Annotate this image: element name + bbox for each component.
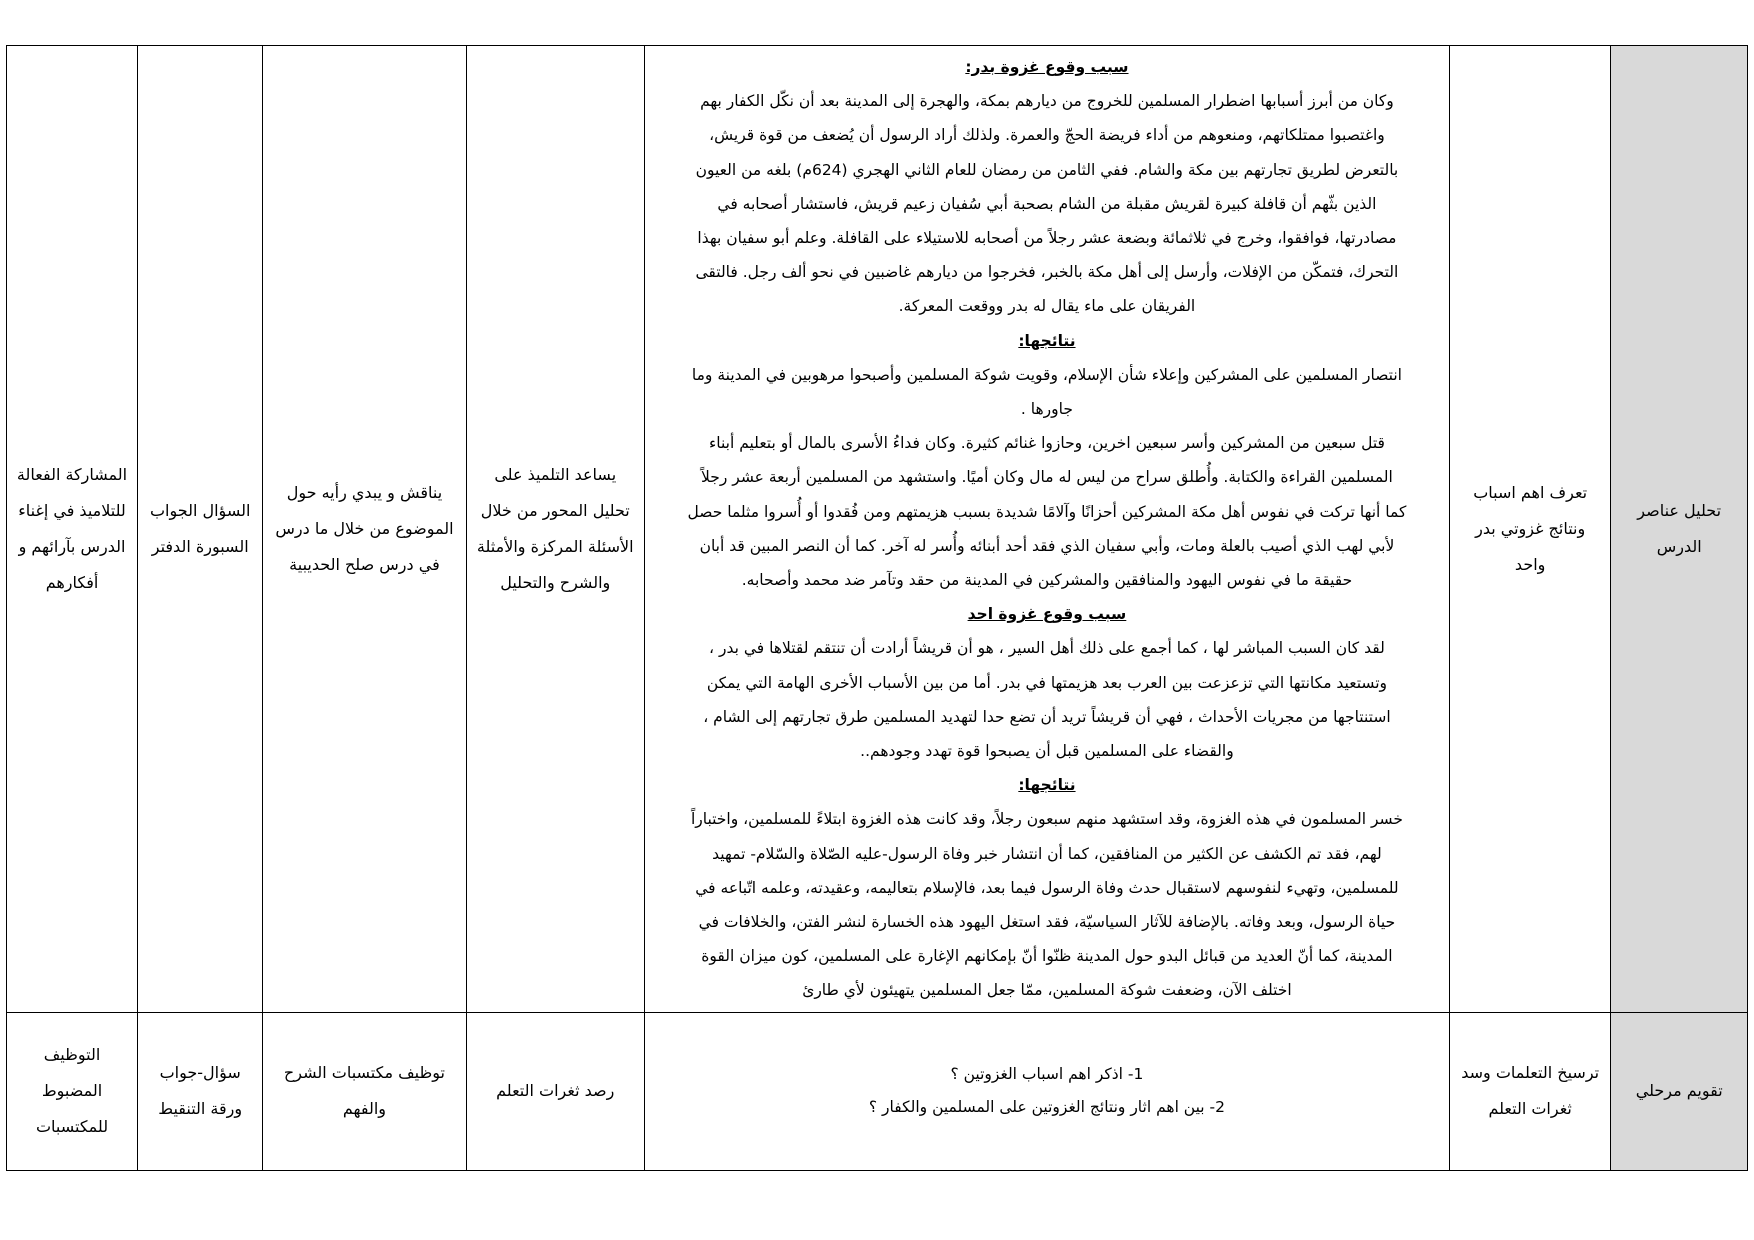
evaluation-cell	[7, 46, 138, 1013]
questions-cell	[644, 1012, 1449, 1170]
student-role-cell	[263, 46, 466, 1013]
content-line: حقيقة ما في نفوس اليهود والمنافقين والمشركين في المدينة من حقد وتآمر ضد محمد وأصحابه.	[741, 571, 1353, 590]
section-heading: سبب وقوع غزوة بدر:	[965, 58, 1129, 76]
evaluation-text: المشاركة الفعالة للتلاميذ في إغناء الدرس بآرائهم و أفكارهم	[16, 464, 128, 592]
content-line: لقد كان السبب المباشر لها ، كما أجمع على ذلك أهل السير ، هو أن قريشاً أرادت أن تنتقم لقتلاها في بدر ،	[709, 639, 1385, 658]
stage-cell	[1611, 1012, 1748, 1170]
teacher-role-cell	[466, 1012, 644, 1170]
teacher-role-cell	[466, 46, 644, 1013]
objective-cell	[1449, 1012, 1610, 1170]
stage-label: تقويم مرحلي	[1635, 1081, 1723, 1101]
content-line: مصادرتها، فوافقوا، وخرج في ثلاثمائة وبضعة عشر رجلاً من أصحابه للاستيلاء على القافلة. وعلم أبو سفيان بهذا	[697, 229, 1397, 248]
objective-cell	[1449, 46, 1610, 1013]
content-cell	[644, 46, 1449, 1013]
lesson-plan-table	[6, 45, 1748, 1171]
stage-label: تحليل عناصر الدرس	[1637, 500, 1722, 556]
row-lesson-analysis	[7, 46, 1748, 1013]
section-heading: نتائجها:	[1018, 776, 1076, 795]
content-line: بالتعرض لطريق تجارتهم بين مكة والشام. ففي الثامن من رمضان للعام الثاني الهجري (624م) بلغه من العيون	[695, 160, 1399, 179]
question-1: 1- اذكر اهم اسباب الغزوتين ؟	[950, 1065, 1144, 1084]
teacher-role-text: يساعد التلميذ على تحليل المحور من خلال الأسئلة المركزة والأمثلة والشرح والتحليل	[476, 464, 634, 592]
evaluation-cell	[7, 1012, 138, 1170]
student-role-text: يناقش و يبدي رأيه حول الموضوع من خلال ما درس في درس صلح الحديبية	[275, 482, 454, 574]
tools-text: السؤال الجواب السبورة الدفتر	[149, 500, 251, 556]
content-line: اختلف الآن، وضعفت شوكة المسلمين، ممّا جعل المسلمين يتهيئون لأي طارئ	[802, 981, 1292, 1000]
objective-text: تعرف اهم اسباب ونتائج غزوتي بدر واحد	[1473, 482, 1588, 574]
section-heading: سبب وقوع غزوة احد	[967, 605, 1127, 624]
content-line: وتستعيد مكانتها التي تزعزعت بين العرب بعد هزيمتها في بدر. أما من بين الأسباب الأخرى الهامة التي يمكن	[706, 673, 1388, 692]
content-line: والقضاء على المسلمين قبل أن يصبحوا قوة تهدد وجودهم..	[860, 742, 1234, 761]
content-line: المسلمين القراءة والكتابة. وأُطلق سراح من ليس له مال وكان أميًا. واستشهد من المسلمين أربعة عشر رجلاً	[701, 468, 1393, 487]
content-line: خسر المسلمون في هذه الغزوة، وقد استشهد منهم سبعون رجلاً، وقد كانت هذه الغزوة ابتلاءً للمسلمين، واختباراً	[690, 810, 1403, 829]
content-line: للمسلمين، وتهيء لنفوسهم لاستقبال حدث وفاة الرسول فيما بعد، فالإسلام بتعاليمه، وعقيدته، وعلمه اتّباعه في	[695, 878, 1399, 897]
stage-cell	[1611, 46, 1748, 1013]
content-line: لهم، فقد تم الكشف عن الكثير من المنافقين، كما أن انتشار خبر وفاة الرسول-عليه الصّلاة والسّلام- تمهيد	[712, 844, 1382, 863]
content-line: قتل سبعين من المشركين وأسر سبعين اخرين، وحازوا غنائم كثيرة. وكان فداءُ الأسرى بالمال أو بتعليم أبناء	[708, 434, 1385, 453]
student-role-text: توظيف مكتسبات الشرح والفهم	[283, 1063, 445, 1119]
content-line: كما أنها تركت في نفوس أهل مكة المشركين أحزانًا وآلامًا شديدة بسبب هزيمتهم ومن فُقدوا أو أُسروا مثلما حصل	[687, 502, 1407, 521]
tools-text: سؤال-جواب ورقة التنقيط	[158, 1063, 243, 1119]
tools-cell	[138, 1012, 263, 1170]
content-line: واغتصبوا ممتلكاتهم، ومنعوهم من أداء فريضة الحجّ والعمرة. ولذلك أراد الرسول أن يُضعف من قوة قريش،	[709, 126, 1385, 145]
content-line: حياة الرسول، وبعد وفاته. بالإضافة للآثار السياسيّة، فقد استغل اليهود هذه الخسارة لنشر الفتن، والخلافات في	[698, 913, 1396, 932]
tools-cell	[138, 46, 263, 1013]
teacher-role-text: رصد ثغرات التعلم	[496, 1081, 615, 1101]
student-role-cell	[263, 1012, 466, 1170]
objective-text: ترسيخ التعلمات وسد ثغرات التعلم	[1461, 1063, 1600, 1119]
section-heading: نتائجها:	[1018, 331, 1076, 350]
content-line: استنتاجها من مجريات الأحداث ، فهي أن قريشاً تريد أن تضع حدا لتهديد المسلمين طرق تجارتهم إلى الشام ،	[703, 707, 1391, 726]
question-2: 2- بين اهم اثار ونتائج الغزوتين على المسلمين والكفار ؟	[868, 1098, 1225, 1117]
content-line: لأبي لهب الذي أصيب بالعلة ومات، وأبي سفيان الذي فقد أحد أبنائه وأُسر له آخر. كما أن النصر المبين قد أبان	[699, 536, 1395, 555]
content-line: المدينة، كما أنّ العديد من قبائل البدو حول المدينة ظنّوا أنّ بإمكانهم الإغارة على المسلمين، كون ميزان القوة	[701, 947, 1393, 966]
content-line: جاورها .	[1020, 400, 1073, 419]
evaluation-text: التوظيف المضبوط للمكتسبات	[35, 1045, 109, 1137]
content-line: وكان من أبرز أسبابها اضطرار المسلمين للخروج من ديارهم بمكة، والهجرة إلى المدينة بعد أن نكّل الكفار بهم	[700, 92, 1394, 111]
content-line: الفريقان على ماء يقال له بدر ووقعت المعركة.	[898, 297, 1196, 316]
content-line: التحرك، فتمكّن من الإفلات، وأرسل إلى أهل مكة بالخبر، فخرجوا من ديارهم غاضبين في نحو ألف رجل. فالتقى	[695, 263, 1399, 282]
content-line: الذين بثّهم أن قافلة كبيرة لقريش مقبلة من الشام بصحبة أبي سُفيان زعيم قريش، فاستشار أصحابه في	[717, 194, 1377, 213]
row-interim-assessment	[7, 1012, 1748, 1170]
content-line: انتصار المسلمين على المشركين وإعلاء شأن الإسلام، وقويت شوكة المسلمين وأصبحوا مرهوبين في المدينة وما	[691, 365, 1402, 384]
